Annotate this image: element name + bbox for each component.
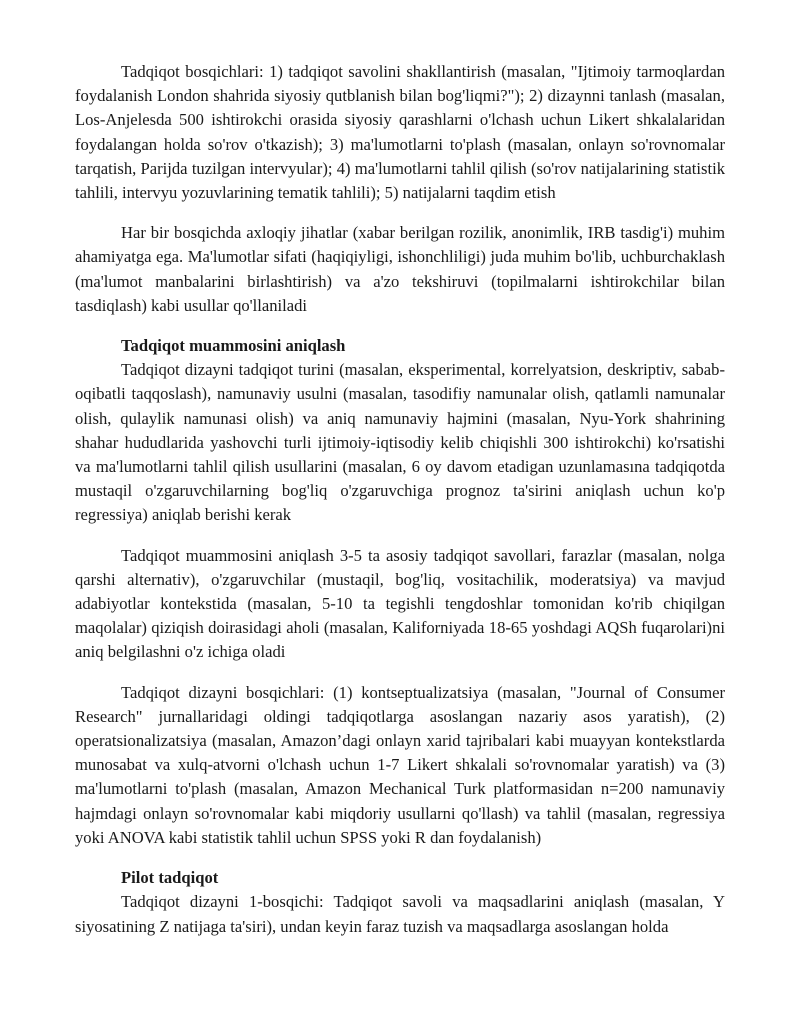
heading-problem-definition: Tadqiqot muammosini aniqlash bbox=[121, 336, 346, 356]
paragraph-design-stages: Tadqiqot dizayni bosqichlari: (1) kontseptualizatsiya (masalan, "Journal of Consumer Research" jurnallaridagi oldingi tadqiqotlarga asoslangan nazariy asos yaratish), (2) operatsionalizatsiya (masalan, Amazon’dagi onlayn xarid tajribalari kabi muayyan kontekstlarda munosabat va xulq-atvorni o'lchash uchun 1-7 Likert shkalali so'rovnomalar yaratish) va (3) ma'lumotlarni to'plash (masalan, Amazon Mechanical Turk platformasidan n=200 namunaviy hajmdagi onlayn so'rovnomalar kabi miqdoriy usullarni qo'llash) va tahlil (masalan, regressiya yoki ANOVA kabi statistik tahlil uchun SPSS yoki R dan foydalanish) bbox=[75, 682, 725, 847]
paragraph-pilot-study: Tadqiqot dizayni 1-bosqichi: Tadqiqot savoli va maqsadlarini aniqlash (masalan, Y siyosatining Z natijaga ta'siri), undan keyin faraz tuzish va maqsadlarga asoslangan holda bbox=[75, 892, 725, 936]
paragraph-research-stages: Tadqiqot bosqichlari: 1) tadqiqot savolini shakllantirish (masalan, "Ijtimoiy tarmoqlardan foydalanish London shahrida siyosiy qutblanish bilan bog'liqmi?"); 2) dizaynni tanlash (masalan, Los-Anjelesda 500 ishtirokchi orasida siyosiy qarashlarni o'lchash uchun Likert shkalalaridan foydalangan holda so'rov o'tkazish); 3) ma'lumotlarni to'plash (masalan, onlayn so'rovnomalar tarqatish, Parijda tuzilgan intervyular); 4) ma'lumotlarni tahlil qilish (so'rov natijalarining statistik tahlili, intervyu yozuvlarining tematik tahlili); 5) natijalarni taqdim etish bbox=[75, 62, 725, 203]
paragraph-research-design: Tadqiqot dizayni tadqiqot turini (masalan, eksperimental, korrelyatsion, deskriptiv, sabab-oqibatli taqqoslash), namunaviy usulni (masalan, tasodifiy namunalar olish, qatlamli namunalar olish, qulaylik namunasi olish) va aniq namunaviy hajmini (masalan, Nyu-York shahrining shahar hududlarida yashovchi turli ijtimoiy-iqtisodiy kelib chiqishli 300 ishtirokchi) ko'rsatishi va ma'lumotlarni tahlil qilish usullarini (masalan, 6 oy davom etadigan uzunlamasına tadqiqotda mustaqil o'zgaruvchilarning bog'liq o'zgaruvchiga prognoz ta'sirini aniqlash uchun ko'p regressiya) aniqlab berishi kerak bbox=[75, 360, 725, 525]
heading-pilot-study: Pilot tadqiqot bbox=[121, 868, 219, 888]
paragraph-ethics: Har bir bosqichda axloqiy jihatlar (xabar berilgan rozilik, anonimlik, IRB tasdig'i) muhim ahamiyatga ega. Ma'lumotlar sifati (haqiqiyligi, ishonchliligi) juda muhim bo'lib, uchburchaklash (ma'lumot manbalarini birlashtirish) va a'zo tekshiruvi (topilmalarni ishtirokchilar bilan tasdiqlash) kabi usullar qo'llaniladi bbox=[75, 223, 725, 315]
paragraph-problem-definition: Tadqiqot muammosini aniqlash 3-5 ta asosiy tadqiqot savollari, farazlar (masalan, nolga qarshi alternativ), o'zgaruvchilar (mustaqil, bog'liq, vositachilik, moderatsiya) va mavjud adabiyotlar kontekstida (masalan, 5-10 ta tegishli tengdoshlar tomonidan ko'rib chiqilgan maqolalar) qiziqish doirasidagi aholi (masalan, Kaliforniyada 18-65 yoshdagi AQSh fuqarolari)ni aniq belgilashni o'z ichiga oladi bbox=[75, 545, 725, 662]
document-page bbox=[75, 60, 725, 939]
